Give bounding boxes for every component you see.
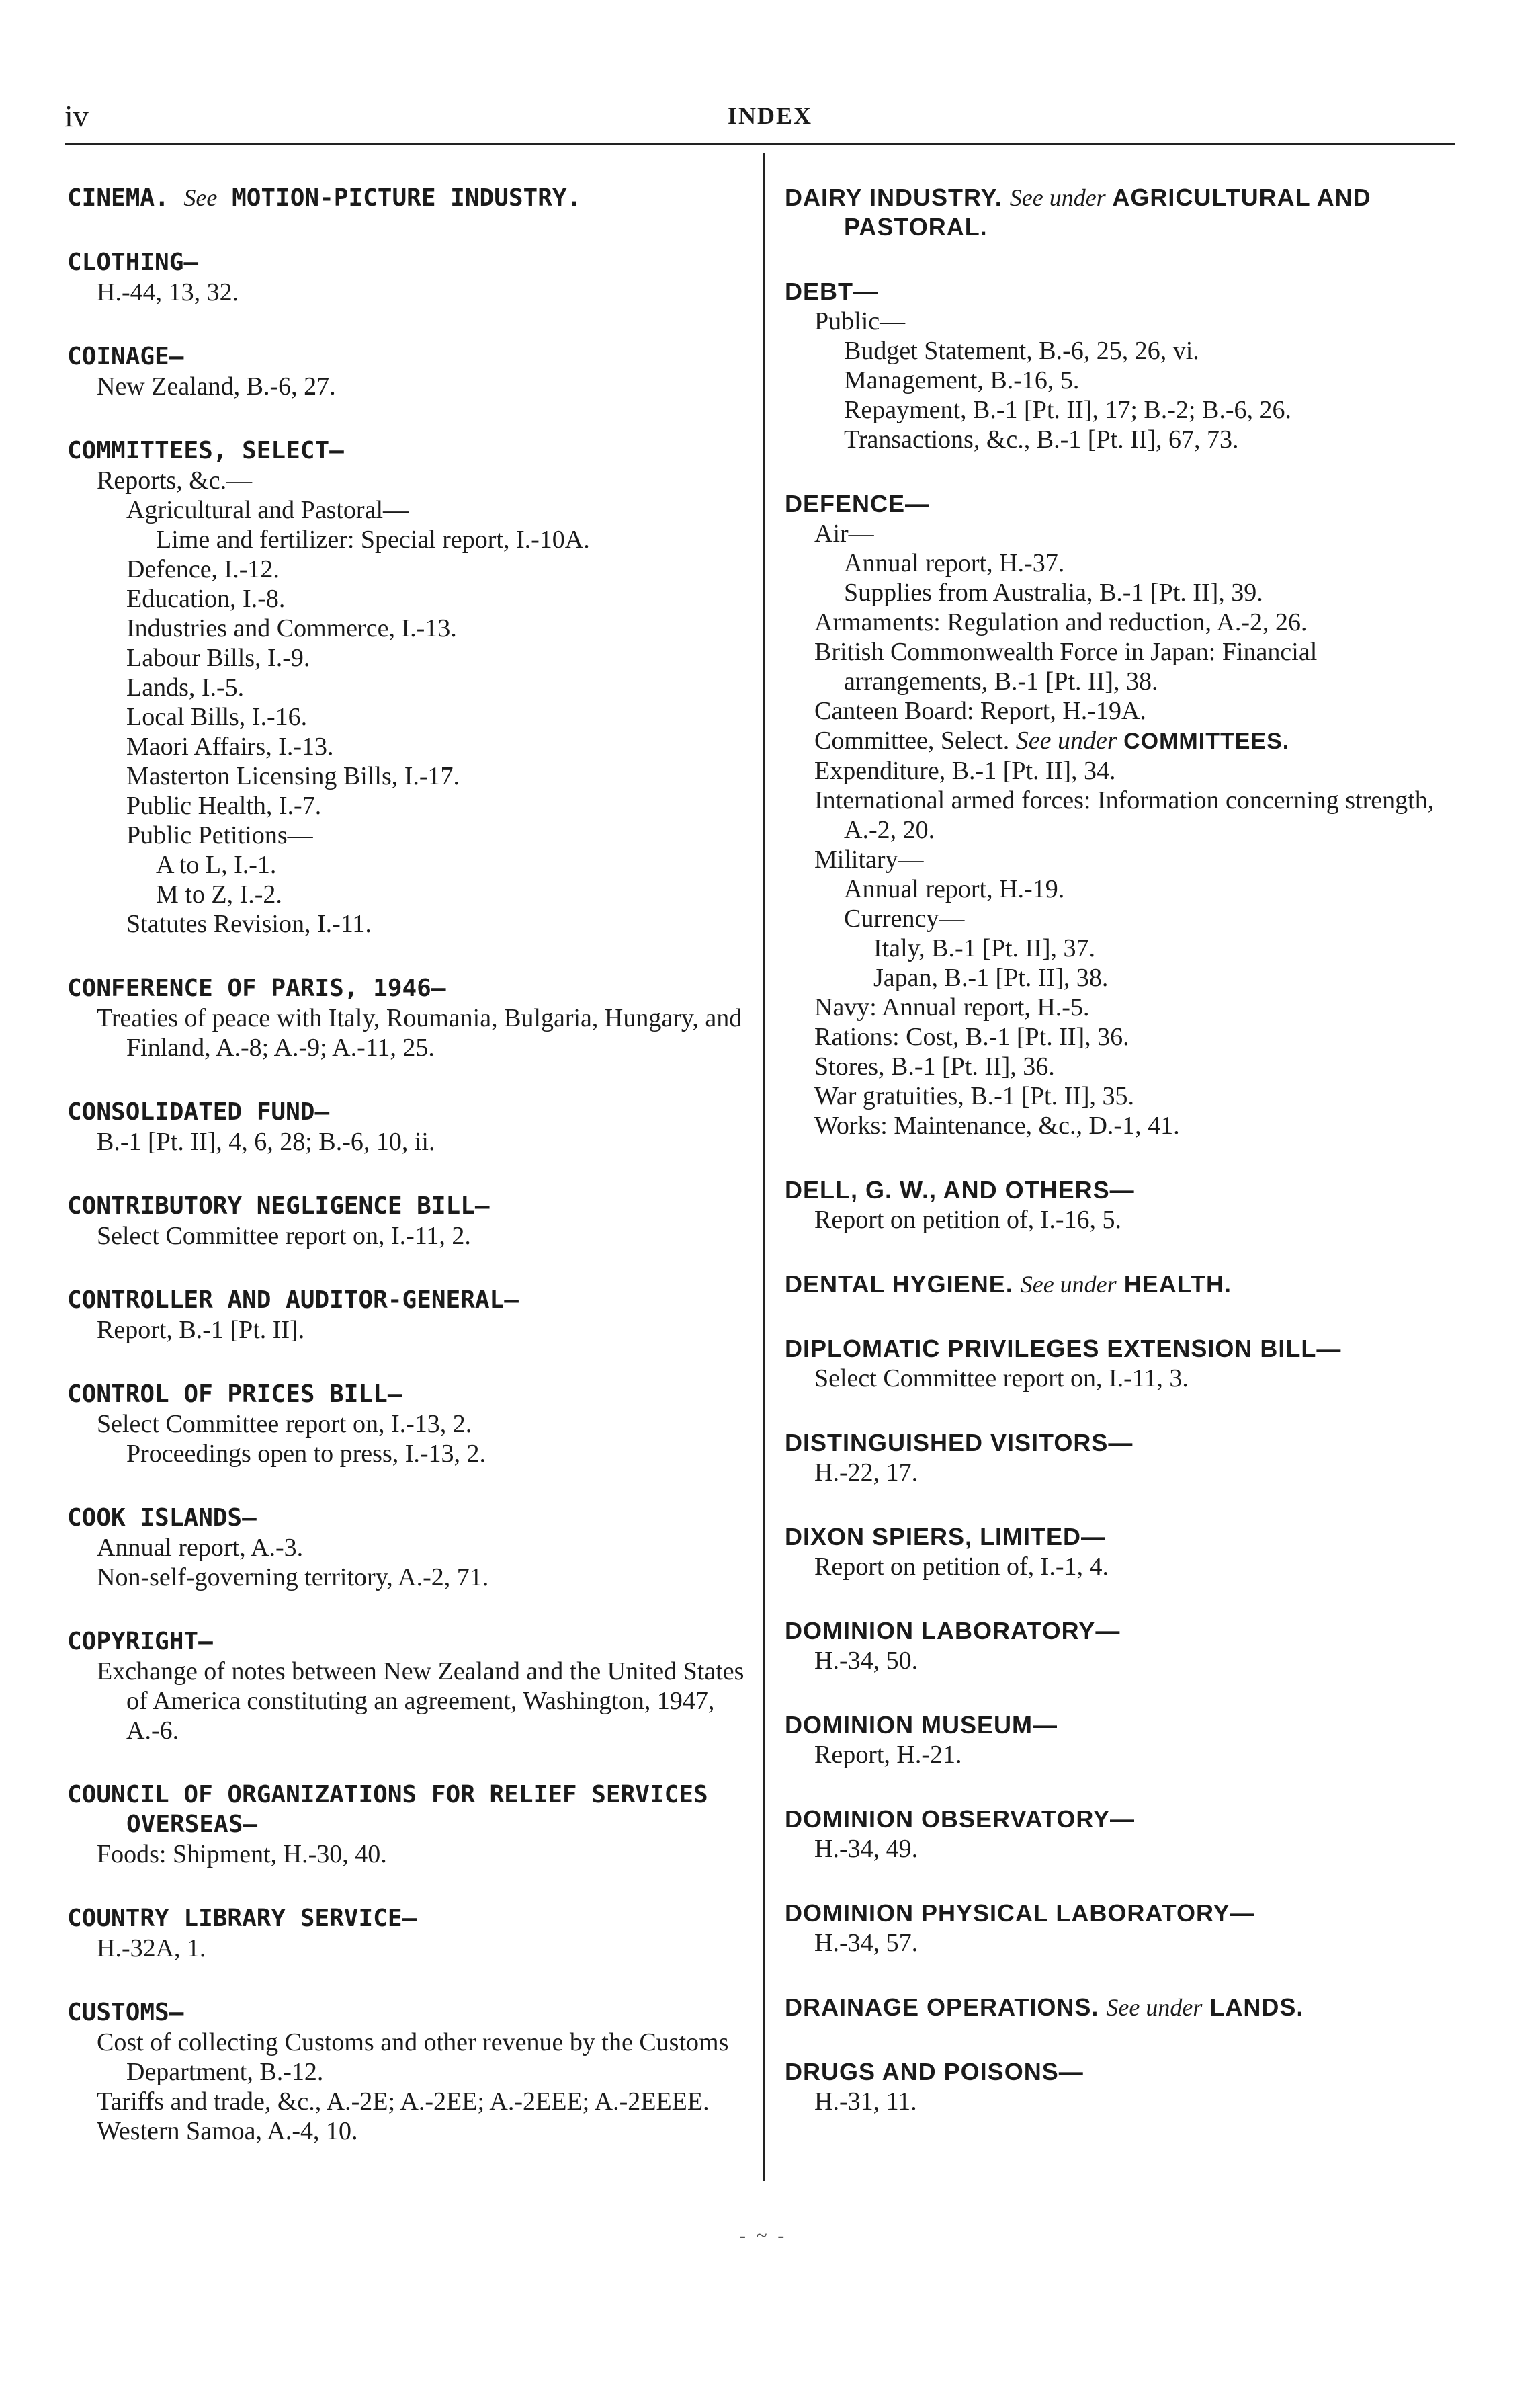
see-target: COMMITTEES. <box>1123 729 1290 754</box>
entry-subline <box>67 278 746 307</box>
heading-text: DRAINAGE OPERATIONS. <box>785 1993 1099 2021</box>
entry-subline <box>785 1111 1457 1140</box>
see-reference: See under <box>1106 1994 1203 2021</box>
subline-text: Transactions, &c., B.-1 [Pt. II], 67, 73. <box>844 425 1239 454</box>
index-entry <box>67 342 746 401</box>
see-reference: See under <box>1020 1271 1117 1298</box>
see-reference: See <box>183 184 218 211</box>
entry-heading <box>785 277 1457 306</box>
entry-subline <box>67 1127 746 1157</box>
entry-subline <box>67 372 746 401</box>
entry-subline <box>785 608 1457 637</box>
index-entry <box>785 1899 1457 1958</box>
heading-text: CONTROLLER AND AUDITOR-GENERAL— <box>67 1286 519 1314</box>
entry-subline <box>785 306 1457 336</box>
index-entry <box>67 1503 746 1592</box>
entry-heading <box>67 1627 746 1657</box>
entry-heading <box>67 1380 746 1409</box>
entry-subline <box>67 880 746 909</box>
entry-subline <box>67 702 746 732</box>
subline-text: Rations: Cost, B.-1 [Pt. II], 36. <box>814 1023 1129 1051</box>
subline-text: Japan, B.-1 [Pt. II], 38. <box>873 964 1109 992</box>
subline-text: Select Committee report on, I.-13, 2. <box>97 1410 472 1438</box>
subline-text: Public Petitions— <box>126 821 313 849</box>
subline-text: Report, B.-1 [Pt. II]. <box>97 1316 305 1344</box>
entry-subline <box>67 850 746 880</box>
entry-heading <box>785 1804 1457 1834</box>
see-reference: See under <box>1009 184 1106 211</box>
entry-heading <box>67 1192 746 1221</box>
subline-text: Cost of collecting Customs and other revenue by the Customs Department, B.-12. <box>97 2028 729 2086</box>
subline-text: Management, B.-16, 5. <box>844 366 1080 395</box>
index-entry <box>785 277 1457 454</box>
index-entry <box>67 1286 746 1345</box>
heading-text: DAIRY INDUSTRY. <box>785 183 1002 211</box>
entry-subline <box>67 1003 746 1063</box>
subline-text: Armaments: Regulation and reduction, A.-2, 26. <box>814 608 1308 636</box>
entry-subline <box>785 1928 1457 1958</box>
subline-text: Committee, Select. <box>814 726 1010 755</box>
index-entry <box>785 1175 1457 1235</box>
heading-text: DISTINGUISHED VISITORS— <box>785 1429 1133 1456</box>
entry-heading <box>67 248 746 278</box>
heading-text: COPYRIGHT— <box>67 1628 213 1655</box>
index-entry <box>785 1616 1457 1675</box>
subline-text: Annual report, H.-19. <box>844 875 1065 903</box>
subline-text: Industries and Commerce, I.-13. <box>126 614 457 642</box>
heading-text: CUSTOMS— <box>67 1999 184 2026</box>
index-entry <box>67 1904 746 1963</box>
entry-subline <box>785 756 1457 786</box>
entry-heading <box>67 1780 746 1839</box>
subline-text: Education, I.-8. <box>126 585 286 613</box>
entry-subline <box>785 1552 1457 1581</box>
entry-subline <box>67 673 746 702</box>
heading-text: DOMINION MUSEUM— <box>785 1711 1058 1739</box>
subline-text: International armed forces: Information concerning strength, A.-2, 20. <box>814 786 1435 844</box>
column-divider <box>763 153 765 2181</box>
entry-subline <box>785 425 1457 454</box>
entry-heading <box>67 1998 746 2028</box>
subline-text: Lime and fertilizer: Special report, I.-10A. <box>156 526 590 554</box>
subline-text: Reports, &c.— <box>97 466 253 495</box>
entry-subline <box>785 786 1457 845</box>
entry-subline <box>67 466 746 495</box>
entry-subline <box>67 525 746 554</box>
subline-text: Non-self-governing territory, A.-2, 71. <box>97 1563 489 1591</box>
subline-text: Labour Bills, I.-9. <box>126 644 310 672</box>
subline-text: British Commonwealth Force in Japan: Financial arrangements, B.-1 [Pt. II], 38. <box>814 638 1318 696</box>
entry-subline <box>67 2028 746 2087</box>
subline-text: Repayment, B.-1 [Pt. II], 17; B.-2; B.-6, 26. <box>844 396 1291 424</box>
left-column <box>67 183 746 2181</box>
index-entry <box>785 2057 1457 2116</box>
header-rule <box>65 143 1455 145</box>
entry-subline <box>785 1364 1457 1393</box>
entry-subline <box>785 1022 1457 1052</box>
subline-text: H.-34, 49. <box>814 1835 918 1863</box>
entry-heading <box>67 1286 746 1315</box>
heading-text: CONTROL OF PRICES BILL— <box>67 1380 402 1408</box>
subline-text: Navy: Annual report, H.-5. <box>814 993 1090 1022</box>
index-entry <box>785 1710 1457 1770</box>
entry-subline <box>785 548 1457 578</box>
entry-subline <box>785 336 1457 366</box>
entry-heading <box>785 1710 1457 1740</box>
entry-subline <box>67 554 746 584</box>
subline-text: H.-32A, 1. <box>97 1934 206 1962</box>
subline-text: A to L, I.-1. <box>156 851 277 879</box>
subline-text: Maori Affairs, I.-13. <box>126 733 334 761</box>
subline-text: Foods: Shipment, H.-30, 40. <box>97 1840 387 1868</box>
subline-text: Select Committee report on, I.-11, 3. <box>814 1364 1189 1393</box>
subline-text: Works: Maintenance, &c., D.-1, 41. <box>814 1112 1180 1140</box>
index-entry <box>67 974 746 1063</box>
entry-heading <box>785 1993 1457 2022</box>
index-entry <box>67 1380 746 1468</box>
entry-subline <box>785 1740 1457 1770</box>
entry-subline <box>67 732 746 761</box>
entry-subline <box>67 1839 746 1869</box>
see-target: LANDS. <box>1209 1993 1304 2021</box>
heading-text: COINAGE— <box>67 343 184 370</box>
entry-subline <box>67 495 746 525</box>
entry-heading <box>67 1097 746 1127</box>
entry-heading <box>785 1175 1457 1205</box>
heading-text: CLOTHING— <box>67 249 199 276</box>
subline-text: Currency— <box>844 905 965 933</box>
index-entry <box>67 436 746 939</box>
subline-text: Tariffs and trade, &c., A.-2E; A.-2EE; A.-2EEE; A.-2EEEE. <box>97 2087 710 2116</box>
subline-text: Exchange of notes between New Zealand and the United States of America constituting an agreement, Washington, 1947, A.-6. <box>97 1657 744 1745</box>
entry-subline <box>67 791 746 821</box>
entry-heading <box>67 183 746 213</box>
entry-subline <box>785 1834 1457 1864</box>
heading-text: DEBT— <box>785 278 878 305</box>
heading-text: DEFENCE— <box>785 490 931 517</box>
heading-text: DOMINION OBSERVATORY— <box>785 1805 1136 1833</box>
subline-text: Proceedings open to press, I.-13, 2. <box>126 1440 486 1468</box>
entry-subline <box>67 1439 746 1468</box>
heading-text: COOK ISLANDS— <box>67 1504 257 1532</box>
index-entry <box>67 1998 746 2146</box>
index-entry <box>785 1428 1457 1487</box>
running-head: INDEX <box>727 102 812 129</box>
entry-subline <box>785 1081 1457 1111</box>
index-entry <box>785 1270 1457 1299</box>
entry-subline <box>785 519 1457 548</box>
entry-heading <box>785 1270 1457 1299</box>
right-column <box>785 183 1457 2151</box>
heading-text: DOMINION LABORATORY— <box>785 1617 1121 1645</box>
heading-text: COUNCIL OF ORGANIZATIONS FOR RELIEF SERVICES OVERSEAS— <box>67 1781 708 1838</box>
entry-subline <box>67 1657 746 1745</box>
subline-text: H.-31, 11. <box>814 2087 917 2116</box>
index-entry <box>785 1804 1457 1864</box>
entry-subline <box>785 696 1457 726</box>
entry-heading <box>785 1616 1457 1646</box>
heading-text: DIXON SPIERS, LIMITED— <box>785 1523 1107 1550</box>
entry-subline <box>67 1315 746 1345</box>
entry-subline <box>785 874 1457 904</box>
index-entry <box>67 1097 746 1157</box>
entry-heading <box>67 342 746 372</box>
heading-text: DENTAL HYGIENE. <box>785 1270 1013 1298</box>
subline-text: Air— <box>814 520 874 548</box>
subline-text: Military— <box>814 845 924 874</box>
subline-text: Annual report, A.-3. <box>97 1534 304 1562</box>
subline-text: H.-44, 13, 32. <box>97 278 239 306</box>
subline-text: Public— <box>814 307 906 335</box>
index-entry <box>785 489 1457 1140</box>
entry-heading <box>785 1522 1457 1552</box>
entry-subline <box>67 821 746 850</box>
subline-text: New Zealand, B.-6, 27. <box>97 372 336 401</box>
entry-heading <box>67 1904 746 1934</box>
subline-text: Canteen Board: Report, H.-19A. <box>814 697 1146 725</box>
entry-heading <box>67 436 746 466</box>
heading-text: CONSOLIDATED FUND— <box>67 1098 330 1126</box>
subline-text: Public Health, I.-7. <box>126 792 322 820</box>
entry-subline <box>67 1409 746 1439</box>
entry-subline <box>785 1458 1457 1487</box>
entry-heading <box>785 1334 1457 1364</box>
subline-text: Defence, I.-12. <box>126 555 280 583</box>
entry-subline <box>67 614 746 643</box>
entry-subline <box>785 993 1457 1022</box>
see-target: HEALTH. <box>1123 1270 1232 1298</box>
heading-text: COUNTRY LIBRARY SERVICE— <box>67 1905 417 1932</box>
subline-text: Supplies from Australia, B.-1 [Pt. II], 39. <box>844 579 1263 607</box>
footer-mark: - ~ - <box>739 2225 787 2247</box>
heading-text: COMMITTEES, SELECT— <box>67 437 344 464</box>
subline-text: Agricultural and Pastoral— <box>126 496 409 524</box>
entry-subline <box>67 1563 746 1592</box>
entry-subline <box>785 1052 1457 1081</box>
subline-text: H.-34, 57. <box>814 1929 918 1957</box>
subline-text: B.-1 [Pt. II], 4, 6, 28; B.-6, 10, ii. <box>97 1128 435 1156</box>
entry-heading <box>785 489 1457 519</box>
entry-subline <box>785 1646 1457 1675</box>
entry-heading <box>67 974 746 1003</box>
subline-text: Lands, I.-5. <box>126 673 245 702</box>
entry-subline <box>785 904 1457 933</box>
entry-subline <box>67 1533 746 1563</box>
subline-text: Report, H.-21. <box>814 1741 962 1769</box>
see-reference: See under <box>1015 726 1117 755</box>
subline-text: H.-22, 17. <box>814 1458 918 1487</box>
see-target: AGRICULTURAL AND PASTORAL. <box>844 183 1371 241</box>
entry-subline <box>67 643 746 673</box>
subline-text: M to Z, I.-2. <box>156 880 282 909</box>
index-entry <box>785 183 1457 242</box>
heading-text: DRUGS AND POISONS— <box>785 2058 1084 2085</box>
entry-subline <box>785 933 1457 963</box>
subline-text: Report on petition of, I.-1, 4. <box>814 1552 1109 1581</box>
index-entry <box>67 1627 746 1745</box>
see-target: MOTION-PICTURE INDUSTRY. <box>232 184 582 212</box>
entry-subline <box>67 909 746 939</box>
subline-text: Stores, B.-1 [Pt. II], 36. <box>814 1052 1055 1081</box>
entry-subline <box>67 2116 746 2146</box>
subline-text: Masterton Licensing Bills, I.-17. <box>126 762 460 790</box>
page-number: iv <box>65 99 89 133</box>
entry-subline <box>67 584 746 614</box>
heading-text: DOMINION PHYSICAL LABORATORY— <box>785 1899 1255 1927</box>
entry-subline <box>785 578 1457 608</box>
index-entry <box>67 183 746 213</box>
entry-subline <box>67 1934 746 1963</box>
heading-text: DELL, G. W., AND OTHERS— <box>785 1176 1135 1204</box>
heading-text: DIPLOMATIC PRIVILEGES EXTENSION BILL— <box>785 1335 1342 1362</box>
index-entry <box>785 1334 1457 1393</box>
index-entry <box>67 248 746 307</box>
subline-text: Annual report, H.-37. <box>844 549 1065 577</box>
entry-subline <box>785 726 1457 756</box>
entry-heading <box>785 1428 1457 1458</box>
index-entry <box>67 1192 746 1251</box>
entry-subline <box>785 2087 1457 2116</box>
entry-subline <box>67 1221 746 1251</box>
subline-text: Local Bills, I.-16. <box>126 703 308 731</box>
index-entry <box>785 1522 1457 1581</box>
heading-text: CINEMA. <box>67 184 169 212</box>
subline-text: H.-34, 50. <box>814 1647 918 1675</box>
subline-text: Expenditure, B.-1 [Pt. II], 34. <box>814 757 1116 785</box>
subline-text: Treaties of peace with Italy, Roumania, Bulgaria, Hungary, and Finland, A.-8; A.-9; A.-11, 25. <box>97 1004 742 1062</box>
subline-text: War gratuities, B.-1 [Pt. II], 35. <box>814 1082 1135 1110</box>
subline-text: Statutes Revision, I.-11. <box>126 910 372 938</box>
heading-text: CONFERENCE OF PARIS, 1946— <box>67 974 446 1002</box>
entry-subline <box>785 366 1457 395</box>
entry-subline <box>785 845 1457 874</box>
entry-heading <box>785 183 1457 242</box>
subline-text: Western Samoa, A.-4, 10. <box>97 2117 358 2145</box>
entry-subline <box>67 2087 746 2116</box>
subline-text: Select Committee report on, I.-11, 2. <box>97 1222 471 1250</box>
entry-subline <box>785 395 1457 425</box>
entry-heading <box>785 2057 1457 2087</box>
entry-subline <box>67 761 746 791</box>
index-entry <box>785 1993 1457 2022</box>
entry-subline <box>785 637 1457 696</box>
subline-text: Budget Statement, B.-6, 25, 26, vi. <box>844 337 1199 365</box>
subline-text: Italy, B.-1 [Pt. II], 37. <box>873 934 1095 962</box>
subline-text: Report on petition of, I.-16, 5. <box>814 1206 1121 1234</box>
entry-subline <box>785 963 1457 993</box>
entry-heading <box>67 1503 746 1533</box>
entry-subline <box>785 1205 1457 1235</box>
index-entry <box>67 1780 746 1869</box>
entry-heading <box>785 1899 1457 1928</box>
heading-text: CONTRIBUTORY NEGLIGENCE BILL— <box>67 1192 490 1220</box>
